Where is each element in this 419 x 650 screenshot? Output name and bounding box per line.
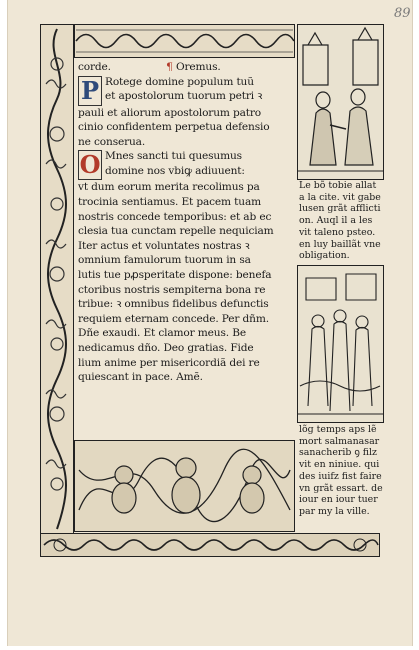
caption-line: des iuifz fist faire: [299, 470, 382, 482]
base-ornamental-band: [40, 533, 380, 557]
text-line: requiem eternam concede. Per dñm.: [78, 312, 269, 325]
caption-line: vn grãt essart. de: [299, 482, 383, 494]
text-line: nedicamus dño. Deo gratias. Fide: [78, 341, 254, 354]
line-text: corde.: [78, 61, 111, 73]
caption-line: obligation.: [299, 250, 350, 262]
bottom-cherub-border: [74, 440, 295, 532]
caption-line: Le bõ tobie allat: [299, 180, 377, 191]
caption-line: vit taleno psteo.: [299, 226, 376, 238]
text-line: vt dum eorum merita recolimus pa: [78, 181, 260, 194]
left-ornamental-border: [40, 24, 74, 536]
text-line: Dñe exaudi. Et clamor meus. Be: [78, 327, 246, 340]
text-line: quiescant in pace. Amẽ.: [78, 371, 203, 384]
rubric-paragraph-mark: ¶: [166, 61, 173, 73]
text-line: tribue: ꝛ omnibus fidelibus defunctis: [78, 298, 269, 311]
caption-line: lusen grãt afflicti: [299, 203, 381, 215]
caption-line: par my la ville.: [299, 505, 370, 517]
caption-line: mort salmanasar: [299, 435, 380, 447]
manuscript-page: [7, 0, 413, 646]
text-line: Mnes sancti tui quesumus: [105, 150, 242, 163]
text-line: lutis tue pꝓsperitate dispone: benefa: [78, 268, 272, 281]
caption-line: vit en niniue. qui: [299, 459, 380, 471]
main-latin-text: [78, 60, 298, 385]
text-line: Iter actus et voluntates nostras ꝛ: [78, 239, 250, 252]
folio-number: 89: [394, 6, 411, 21]
woodcut-tobit-scene: [297, 24, 384, 180]
caption-line: en luy baillãt vne: [299, 238, 381, 250]
text-line: et apostolorum tuorum petri ꝛ: [105, 90, 263, 103]
caption-line: sanacherib ꝯ filz: [299, 447, 377, 459]
text-line: ctoribus nostris sempiterna bona re: [78, 283, 266, 296]
caption-top-french: [299, 180, 383, 262]
caption-line: a la cite. vit gabe: [299, 191, 381, 203]
initial-letter-p: P: [78, 76, 102, 106]
text-line: [78, 60, 298, 75]
text-line: Rotege domine populum tuũ: [105, 75, 254, 88]
text-line: pauli et aliorum apostolorum patro: [78, 106, 262, 119]
oremus-heading: Oremus.: [175, 61, 221, 73]
text-line: clesia tua cunctam repelle nequiciam: [78, 225, 274, 238]
initial-letter-o: O: [79, 150, 101, 180]
top-ornamental-border: [74, 24, 295, 58]
text-line: trocinia sentiamus. Et pacem tuam: [78, 195, 262, 208]
text-line: nostris concede temporibus: et ab ec: [78, 210, 272, 223]
caption-line: iour en iour tuer: [299, 494, 378, 506]
text-line: domine nos vbiꝙ adiuuent:: [105, 164, 245, 177]
caption-bottom-french: [299, 424, 383, 518]
woodcut-crowd-scene: [297, 265, 384, 423]
text-line: ne conserua.: [78, 135, 146, 148]
caption-line: on. Auql il a les: [299, 215, 373, 227]
text-line: lium anime per misericordiã dei re: [78, 356, 260, 369]
text-line: cinio confidentem perpetua defensio: [78, 121, 270, 134]
caption-line: lõg temps aps lẽ: [299, 424, 377, 435]
text-line: omnium famulorum tuorum in sa: [78, 254, 251, 267]
